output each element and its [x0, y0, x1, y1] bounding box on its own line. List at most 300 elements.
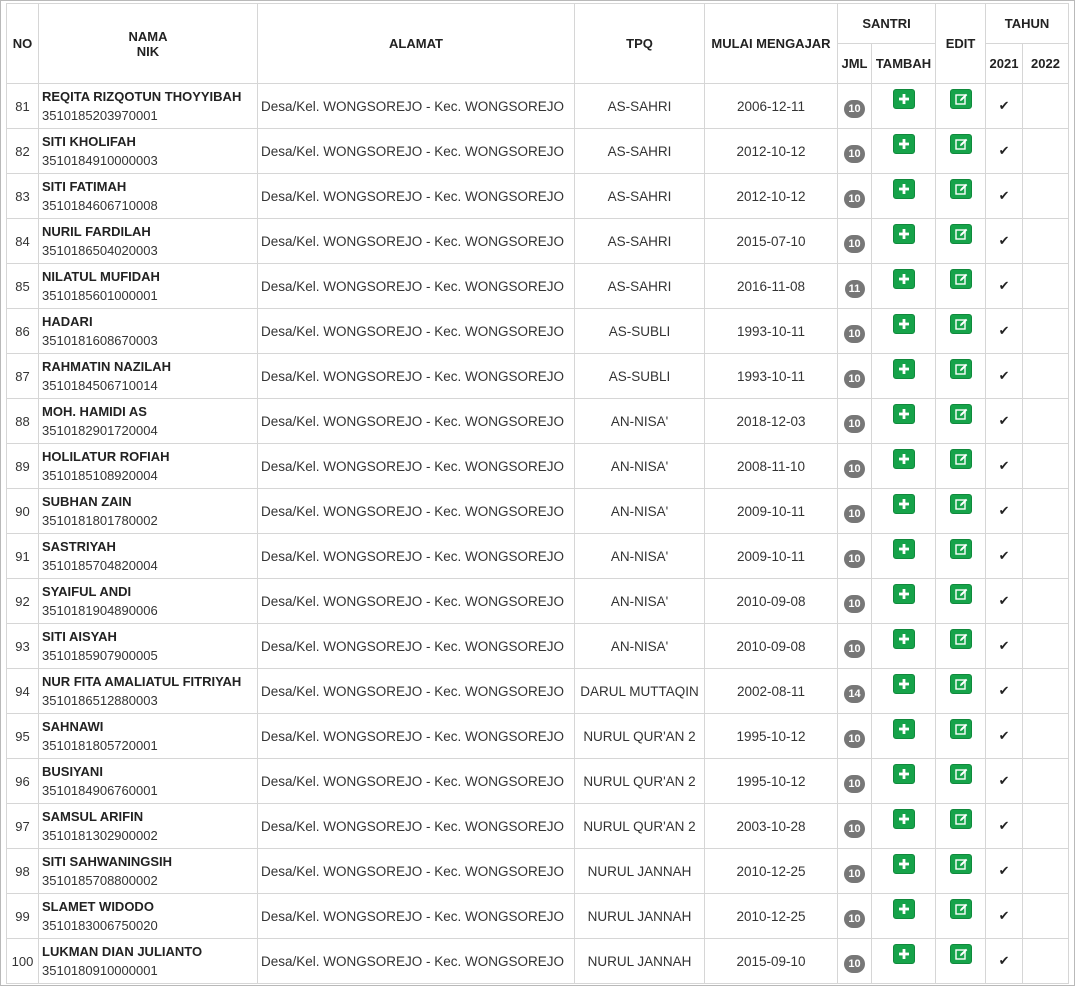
row-nama: SAMSUL ARIFIN [42, 809, 144, 824]
row-alamat: Desa/Kel. WONGSOREJO - Kec. WONGSOREJO [258, 849, 575, 894]
table-row [7, 849, 1069, 894]
row-2022-cell [1023, 129, 1069, 174]
santri-count-badge: 10 [844, 145, 864, 163]
row-alamat: Desa/Kel. WONGSOREJO - Kec. WONGSOREJO [258, 759, 575, 804]
row-jml-cell [838, 534, 872, 579]
row-2022-cell [1023, 399, 1069, 444]
edit-button[interactable] [950, 269, 972, 289]
row-2021-cell [986, 354, 1023, 399]
row-nik: 3510185601000001 [42, 288, 158, 303]
row-jml-cell [838, 309, 872, 354]
santri-count-badge: 10 [844, 820, 864, 838]
row-nama-cell [39, 84, 258, 129]
edit-icon [955, 633, 968, 645]
header-alamat[interactable]: ALAMAT [258, 4, 575, 84]
table-row [7, 939, 1069, 984]
tambah-santri-button[interactable] [893, 89, 915, 109]
row-2021-cell [986, 669, 1023, 714]
edit-button[interactable] [950, 539, 972, 559]
row-edit-cell [936, 579, 986, 624]
row-no: 99 [7, 894, 39, 939]
row-tpq: NURUL JANNAH [575, 939, 705, 984]
row-alamat: Desa/Kel. WONGSOREJO - Kec. WONGSOREJO [258, 534, 575, 579]
header-2022: 2022 [1023, 44, 1069, 84]
tambah-santri-button[interactable] [893, 854, 915, 874]
santri-count-badge: 10 [844, 865, 864, 883]
row-tpq: NURUL QUR'AN 2 [575, 759, 705, 804]
santri-count-badge: 10 [844, 775, 864, 793]
row-2021-cell [986, 894, 1023, 939]
row-nama: SYAIFUL ANDI [42, 584, 132, 599]
edit-icon [955, 498, 968, 510]
tambah-santri-button[interactable] [893, 899, 915, 919]
tambah-santri-button[interactable] [893, 269, 915, 289]
row-nama: SAHNAWI [42, 719, 104, 734]
row-nama: SITI SAHWANINGSIH [42, 854, 173, 869]
row-tpq: DARUL MUTTAQIN [575, 669, 705, 714]
row-tambah-cell [872, 219, 936, 264]
row-edit-cell [936, 444, 986, 489]
santri-count-badge: 11 [845, 280, 865, 298]
row-no: 100 [7, 939, 39, 984]
plus-icon [898, 408, 910, 420]
row-tpq: AN-NISA' [575, 489, 705, 534]
row-edit-cell [936, 804, 986, 849]
row-alamat: Desa/Kel. WONGSOREJO - Kec. WONGSOREJO [258, 219, 575, 264]
tambah-santri-button[interactable] [893, 764, 915, 784]
plus-icon [898, 588, 910, 600]
row-no: 98 [7, 849, 39, 894]
row-tpq: AS-SAHRI [575, 174, 705, 219]
edit-icon [955, 318, 968, 330]
santri-count-badge: 10 [844, 100, 864, 118]
row-nama: RAHMATIN NAZILAH [42, 359, 172, 374]
row-nama: SITI AISYAH [42, 629, 117, 644]
plus-icon [898, 858, 910, 870]
edit-button[interactable] [950, 314, 972, 334]
row-nama-cell [39, 309, 258, 354]
tambah-santri-button[interactable] [893, 404, 915, 424]
row-alamat: Desa/Kel. WONGSOREJO - Kec. WONGSOREJO [258, 714, 575, 759]
edit-icon [955, 768, 968, 780]
row-alamat: Desa/Kel. WONGSOREJO - Kec. WONGSOREJO [258, 669, 575, 714]
table-row [7, 804, 1069, 849]
row-nama: BUSIYANI [42, 764, 103, 779]
edit-button[interactable] [950, 944, 972, 964]
edit-button[interactable] [950, 809, 972, 829]
row-tpq: NURUL QUR'AN 2 [575, 804, 705, 849]
row-edit-cell [936, 669, 986, 714]
tambah-santri-button[interactable] [893, 584, 915, 604]
plus-icon [898, 813, 910, 825]
santri-count-badge: 10 [844, 910, 864, 928]
edit-icon [955, 228, 968, 240]
table-row [7, 579, 1069, 624]
row-2022-cell [1023, 309, 1069, 354]
tambah-santri-button[interactable] [893, 809, 915, 829]
row-edit-cell [936, 309, 986, 354]
row-2022-cell [1023, 174, 1069, 219]
row-no: 89 [7, 444, 39, 489]
plus-icon [898, 363, 910, 375]
row-nama-cell [39, 264, 258, 309]
row-tambah-cell [872, 804, 936, 849]
edit-icon [955, 858, 968, 870]
header-tambah: TAMBAH [872, 44, 936, 84]
row-edit-cell [936, 84, 986, 129]
tambah-santri-button[interactable] [893, 134, 915, 154]
row-tambah-cell [872, 939, 936, 984]
row-tambah-cell [872, 444, 936, 489]
row-nik: 3510184910000003 [42, 153, 158, 168]
row-nama-cell [39, 534, 258, 579]
tambah-santri-button[interactable] [893, 359, 915, 379]
edit-icon [955, 363, 968, 375]
row-nama: LUKMAN DIAN JULIANTO [42, 944, 203, 959]
row-nik: 3510185708800002 [42, 873, 158, 888]
plus-icon [898, 948, 910, 960]
edit-button[interactable] [950, 494, 972, 514]
row-2022-cell [1023, 894, 1069, 939]
edit-icon [955, 408, 968, 420]
header-tahun: TAHUN [986, 4, 1069, 44]
edit-icon [955, 138, 968, 150]
row-nama-cell [39, 354, 258, 399]
row-2021-cell [986, 534, 1023, 579]
row-alamat: Desa/Kel. WONGSOREJO - Kec. WONGSOREJO [258, 804, 575, 849]
row-jml-cell [838, 804, 872, 849]
row-edit-cell [936, 399, 986, 444]
table-row [7, 354, 1069, 399]
row-nik: 3510184906760001 [42, 783, 158, 798]
row-2022-cell [1023, 624, 1069, 669]
row-nama: SASTRIYAH [42, 539, 116, 554]
row-alamat: Desa/Kel. WONGSOREJO - Kec. WONGSOREJO [258, 489, 575, 534]
check-icon: ✔ [998, 368, 1010, 383]
check-icon: ✔ [998, 638, 1010, 653]
edit-button[interactable] [950, 224, 972, 244]
row-tambah-cell [872, 714, 936, 759]
row-edit-cell [936, 759, 986, 804]
row-jml-cell [838, 624, 872, 669]
row-2022-cell [1023, 534, 1069, 579]
plus-icon [898, 273, 910, 285]
row-tpq: AS-SAHRI [575, 264, 705, 309]
edit-button[interactable] [950, 629, 972, 649]
row-nik: 3510181805720001 [42, 738, 158, 753]
check-icon: ✔ [998, 863, 1010, 878]
tambah-santri-button[interactable] [893, 179, 915, 199]
row-tpq: AN-NISA' [575, 579, 705, 624]
edit-button[interactable] [950, 584, 972, 604]
row-tpq: AN-NISA' [575, 534, 705, 579]
row-nama-cell [39, 174, 258, 219]
plus-icon [898, 183, 910, 195]
santri-count-badge: 10 [844, 325, 864, 343]
row-alamat: Desa/Kel. WONGSOREJO - Kec. WONGSOREJO [258, 174, 575, 219]
tambah-santri-button[interactable] [893, 944, 915, 964]
check-icon: ✔ [998, 413, 1010, 428]
row-jml-cell [838, 849, 872, 894]
plus-icon [898, 768, 910, 780]
check-icon: ✔ [998, 818, 1010, 833]
header-nama-nik[interactable] [39, 4, 258, 84]
row-mulai-mengajar: 2010-12-25 [705, 849, 838, 894]
row-tpq: AN-NISA' [575, 444, 705, 489]
edit-button[interactable] [950, 134, 972, 154]
plus-icon [898, 903, 910, 915]
row-nama-cell [39, 489, 258, 534]
row-nik: 3510181608670003 [42, 333, 158, 348]
table-row [7, 84, 1069, 129]
row-edit-cell [936, 489, 986, 534]
row-2022-cell [1023, 714, 1069, 759]
santri-count-badge: 10 [844, 460, 864, 478]
row-tambah-cell [872, 129, 936, 174]
check-icon: ✔ [998, 548, 1010, 563]
edit-icon [955, 588, 968, 600]
row-2022-cell [1023, 939, 1069, 984]
row-no: 92 [7, 579, 39, 624]
tambah-santri-button[interactable] [893, 494, 915, 514]
plus-icon [898, 228, 910, 240]
edit-button[interactable] [950, 674, 972, 694]
row-tambah-cell [872, 669, 936, 714]
plus-icon [898, 543, 910, 555]
tambah-santri-button[interactable] [893, 719, 915, 739]
tambah-santri-button[interactable] [893, 224, 915, 244]
edit-button[interactable] [950, 764, 972, 784]
row-mulai-mengajar: 2010-09-08 [705, 579, 838, 624]
row-nama: MOH. HAMIDI AS [42, 404, 147, 419]
check-icon: ✔ [998, 728, 1010, 743]
row-nik: 3510185108920004 [42, 468, 158, 483]
santri-count-badge: 10 [844, 505, 864, 523]
row-edit-cell [936, 174, 986, 219]
row-mulai-mengajar: 2006-12-11 [705, 84, 838, 129]
row-jml-cell [838, 714, 872, 759]
check-icon: ✔ [998, 773, 1010, 788]
row-tambah-cell [872, 894, 936, 939]
row-edit-cell [936, 354, 986, 399]
row-no: 83 [7, 174, 39, 219]
row-jml-cell [838, 759, 872, 804]
row-jml-cell [838, 669, 872, 714]
tambah-santri-button[interactable] [893, 314, 915, 334]
tambah-santri-button[interactable] [893, 674, 915, 694]
row-tambah-cell [872, 354, 936, 399]
row-tambah-cell [872, 534, 936, 579]
row-alamat: Desa/Kel. WONGSOREJO - Kec. WONGSOREJO [258, 129, 575, 174]
row-2022-cell [1023, 804, 1069, 849]
check-icon: ✔ [998, 683, 1010, 698]
row-edit-cell [936, 624, 986, 669]
tambah-santri-button[interactable] [893, 449, 915, 469]
row-tpq: AS-SAHRI [575, 129, 705, 174]
row-nik: 3510181904890006 [42, 603, 158, 618]
row-no: 81 [7, 84, 39, 129]
row-tambah-cell [872, 624, 936, 669]
header-nik: NIK [136, 43, 160, 59]
row-2021-cell [986, 264, 1023, 309]
row-tambah-cell [872, 84, 936, 129]
row-nama: HADARI [42, 314, 93, 329]
row-no: 90 [7, 489, 39, 534]
row-nik: 3510184506710014 [42, 378, 158, 393]
row-nama: REQITA RIZQOTUN THOYYIBAH [42, 89, 242, 104]
row-mulai-mengajar: 2010-09-08 [705, 624, 838, 669]
header-no[interactable]: NO [7, 4, 39, 84]
row-no: 82 [7, 129, 39, 174]
row-nama-cell [39, 219, 258, 264]
row-tpq: NURUL JANNAH [575, 894, 705, 939]
row-tpq: NURUL QUR'AN 2 [575, 714, 705, 759]
row-jml-cell [838, 939, 872, 984]
row-nama-cell [39, 759, 258, 804]
row-2021-cell [986, 219, 1023, 264]
row-nama-cell [39, 849, 258, 894]
edit-button[interactable] [950, 179, 972, 199]
row-edit-cell [936, 129, 986, 174]
edit-button[interactable] [950, 854, 972, 874]
row-tpq: AS-SUBLI [575, 309, 705, 354]
edit-button[interactable] [950, 719, 972, 739]
row-nama-cell [39, 579, 258, 624]
edit-button[interactable] [950, 404, 972, 424]
santri-count-badge: 14 [844, 685, 864, 703]
row-no: 91 [7, 534, 39, 579]
row-no: 93 [7, 624, 39, 669]
row-jml-cell [838, 489, 872, 534]
edit-button[interactable] [950, 449, 972, 469]
row-2022-cell [1023, 354, 1069, 399]
row-mulai-mengajar: 2015-07-10 [705, 219, 838, 264]
row-nama-cell [39, 714, 258, 759]
santri-count-badge: 10 [844, 730, 864, 748]
row-2022-cell [1023, 759, 1069, 804]
table-row [7, 444, 1069, 489]
table-row [7, 489, 1069, 534]
row-jml-cell [838, 84, 872, 129]
row-2022-cell [1023, 669, 1069, 714]
plus-icon [898, 318, 910, 330]
guru-table [6, 3, 1069, 984]
row-alamat: Desa/Kel. WONGSOREJO - Kec. WONGSOREJO [258, 624, 575, 669]
santri-count-badge: 10 [844, 235, 864, 253]
check-icon: ✔ [998, 278, 1010, 293]
row-2021-cell [986, 399, 1023, 444]
row-tambah-cell [872, 759, 936, 804]
row-2021-cell [986, 849, 1023, 894]
edit-button[interactable] [950, 359, 972, 379]
row-alamat: Desa/Kel. WONGSOREJO - Kec. WONGSOREJO [258, 894, 575, 939]
row-alamat: Desa/Kel. WONGSOREJO - Kec. WONGSOREJO [258, 579, 575, 624]
row-mulai-mengajar: 1993-10-11 [705, 309, 838, 354]
edit-icon [955, 543, 968, 555]
plus-icon [898, 453, 910, 465]
row-tpq: AS-SAHRI [575, 84, 705, 129]
row-2022-cell [1023, 849, 1069, 894]
row-jml-cell [838, 894, 872, 939]
row-alamat: Desa/Kel. WONGSOREJO - Kec. WONGSOREJO [258, 444, 575, 489]
row-nama: HOLILATUR ROFIAH [42, 449, 170, 464]
row-no: 97 [7, 804, 39, 849]
row-2021-cell [986, 714, 1023, 759]
row-tpq: AS-SAHRI [575, 219, 705, 264]
row-tambah-cell [872, 174, 936, 219]
row-nama: SITI KHOLIFAH [42, 134, 136, 149]
row-edit-cell [936, 939, 986, 984]
row-nama: SITI FATIMAH [42, 179, 127, 194]
table-row [7, 759, 1069, 804]
table-row [7, 264, 1069, 309]
row-mulai-mengajar: 2003-10-28 [705, 804, 838, 849]
edit-icon [955, 903, 968, 915]
header-edit: EDIT [936, 4, 986, 84]
row-nik: 3510181302900002 [42, 828, 158, 843]
santri-count-badge: 10 [844, 955, 864, 973]
row-nama-cell [39, 399, 258, 444]
edit-button[interactable] [950, 899, 972, 919]
row-no: 95 [7, 714, 39, 759]
row-2021-cell [986, 579, 1023, 624]
header-jml: JML [838, 44, 872, 84]
table-row [7, 894, 1069, 939]
row-edit-cell [936, 534, 986, 579]
row-nama-cell [39, 624, 258, 669]
row-no: 96 [7, 759, 39, 804]
row-no: 94 [7, 669, 39, 714]
row-nama: NILATUL MUFIDAH [42, 269, 160, 284]
row-edit-cell [936, 264, 986, 309]
row-edit-cell [936, 714, 986, 759]
row-nik: 3510180910000001 [42, 963, 158, 978]
row-2021-cell [986, 489, 1023, 534]
check-icon: ✔ [998, 323, 1010, 338]
plus-icon [898, 138, 910, 150]
edit-icon [955, 723, 968, 735]
check-icon: ✔ [998, 458, 1010, 473]
santri-count-badge: 10 [844, 595, 864, 613]
row-tambah-cell [872, 264, 936, 309]
row-nama-cell [39, 444, 258, 489]
edit-button[interactable] [950, 89, 972, 109]
header-tpq[interactable]: TPQ [575, 4, 705, 84]
row-mulai-mengajar: 2002-08-11 [705, 669, 838, 714]
edit-icon [955, 678, 968, 690]
check-icon: ✔ [998, 143, 1010, 158]
edit-icon [955, 183, 968, 195]
row-nik: 3510185907900005 [42, 648, 158, 663]
row-mulai-mengajar: 2015-09-10 [705, 939, 838, 984]
row-no: 88 [7, 399, 39, 444]
row-2022-cell [1023, 84, 1069, 129]
row-nama-cell [39, 939, 258, 984]
row-tpq: AS-SUBLI [575, 354, 705, 399]
edit-icon [955, 93, 968, 105]
row-tambah-cell [872, 399, 936, 444]
tambah-santri-button[interactable] [893, 629, 915, 649]
row-2022-cell [1023, 219, 1069, 264]
row-2021-cell [986, 309, 1023, 354]
header-mulai-mengajar[interactable]: MULAI MENGAJAR [705, 4, 838, 84]
row-2021-cell [986, 174, 1023, 219]
row-mulai-mengajar: 2012-10-12 [705, 174, 838, 219]
tambah-santri-button[interactable] [893, 539, 915, 559]
row-edit-cell [936, 894, 986, 939]
row-mulai-mengajar: 1995-10-12 [705, 759, 838, 804]
header-santri: SANTRI [838, 4, 936, 44]
